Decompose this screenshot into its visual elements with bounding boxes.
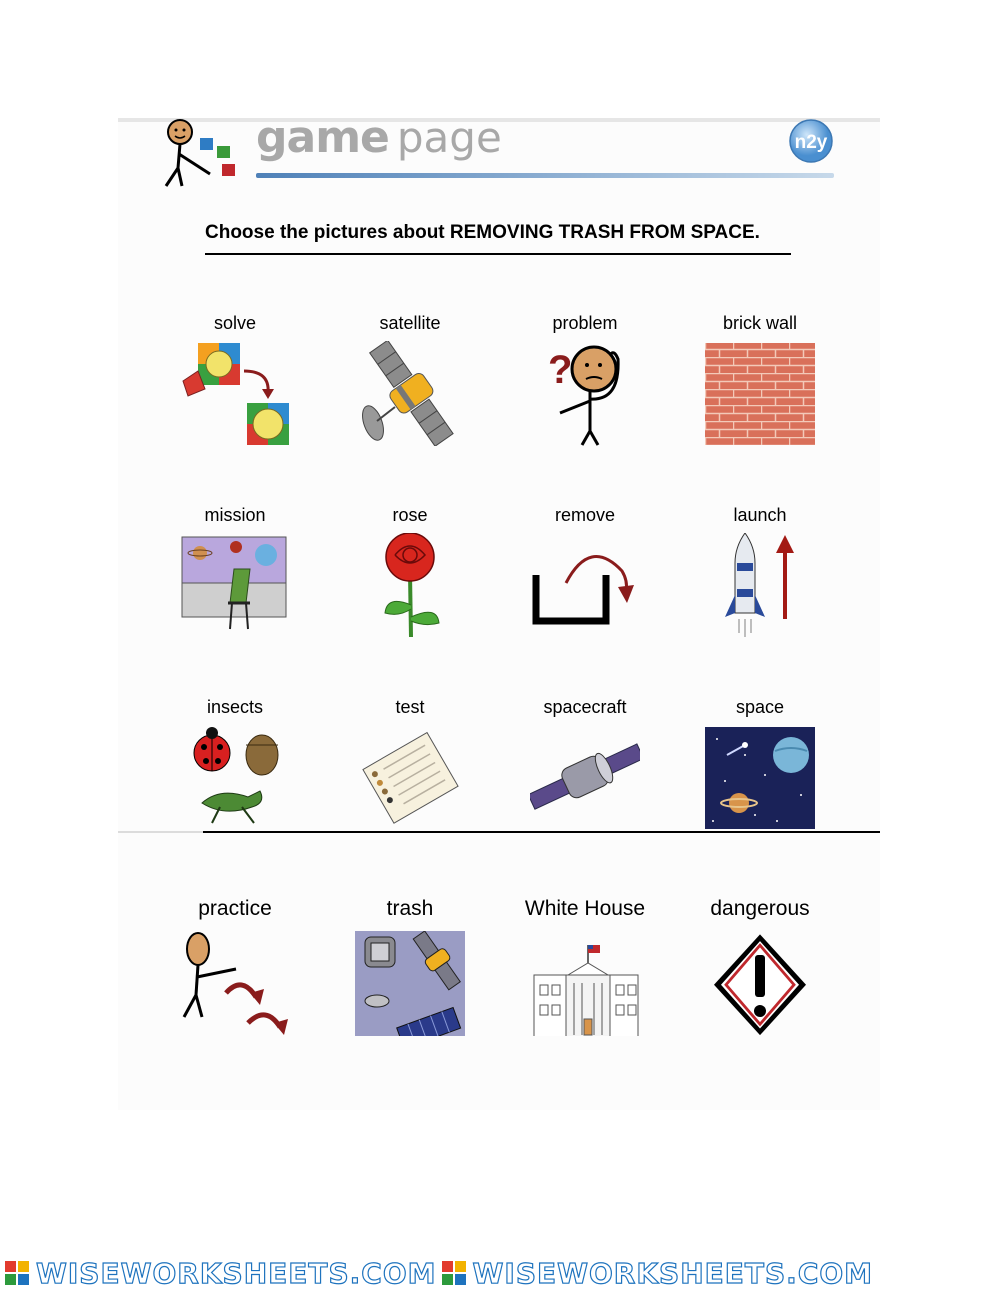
- card-rose[interactable]: [335, 505, 485, 655]
- card-label: remove: [554, 505, 616, 525]
- card-practice[interactable]: [160, 897, 310, 1047]
- insects-icon: [180, 725, 290, 830]
- test-paper-icon: [355, 725, 465, 830]
- n2y-text: n2y: [794, 132, 828, 153]
- card-brick-wall[interactable]: [685, 313, 835, 463]
- card-remove[interactable]: [510, 505, 660, 655]
- card-label: test: [395, 697, 425, 717]
- card-white-house[interactable]: [510, 897, 660, 1047]
- card-dangerous[interactable]: [685, 897, 835, 1047]
- problem-icon: [530, 341, 640, 446]
- card-label: White House: [524, 897, 646, 920]
- puzzle-icon: [180, 341, 290, 446]
- watermark-logo-icon: [441, 1260, 467, 1286]
- mission-icon: [180, 533, 290, 638]
- card-solve[interactable]: [160, 313, 310, 463]
- brick-wall-icon: [705, 341, 815, 446]
- remove-icon: [530, 533, 640, 638]
- stick-figure-logo-icon: [160, 116, 240, 188]
- watermark-text: WISEWORKSHEETS.COM: [36, 1256, 437, 1290]
- svg-text:?: ?: [548, 348, 573, 392]
- white-house-icon: [530, 931, 640, 1036]
- card-spacecraft[interactable]: [510, 697, 660, 847]
- watermark-text: WISEWORKSHEETS.COM: [472, 1256, 874, 1290]
- card-label: insects: [206, 697, 264, 717]
- spacecraft-icon: [530, 725, 640, 830]
- satellite-icon: [355, 341, 465, 446]
- card-label: space: [735, 697, 785, 717]
- card-label: solve: [213, 313, 257, 333]
- card-label: mission: [204, 505, 266, 525]
- title-game: game: [256, 112, 389, 163]
- instructions: Choose the pictures about REMOVING TRASH FROM SPACE.: [205, 222, 760, 243]
- card-problem[interactable]: [510, 313, 660, 463]
- card-label: brick wall: [722, 313, 797, 333]
- title-page: page: [396, 113, 502, 162]
- card-mission[interactable]: [160, 505, 310, 655]
- card-label: launch: [733, 505, 787, 525]
- card-satellite[interactable]: [335, 313, 485, 463]
- instructions-underline: [205, 253, 791, 255]
- space-trash-icon: [355, 931, 465, 1036]
- card-launch[interactable]: [685, 505, 835, 655]
- card-label: practice: [198, 897, 272, 920]
- card-label: trash: [386, 897, 434, 920]
- space-icon: [705, 725, 815, 830]
- card-label: problem: [552, 313, 618, 333]
- card-label: dangerous: [710, 897, 810, 920]
- card-trash[interactable]: [335, 897, 485, 1047]
- card-space[interactable]: [685, 697, 835, 847]
- card-label: rose: [392, 505, 428, 525]
- practice-icon: [180, 931, 290, 1036]
- card-label: satellite: [379, 313, 441, 333]
- card-label: spacecraft: [543, 697, 627, 717]
- watermark-footer: [0, 1255, 1000, 1291]
- title-underline: [256, 173, 834, 178]
- danger-sign-icon: [705, 931, 815, 1036]
- rocket-icon: [705, 533, 815, 638]
- watermark-logo-icon: [4, 1260, 30, 1286]
- card-insects[interactable]: [160, 697, 310, 847]
- rose-icon: [355, 533, 465, 638]
- n2y-logo-icon: [788, 118, 834, 164]
- page-title: [256, 112, 502, 172]
- card-test[interactable]: [335, 697, 485, 847]
